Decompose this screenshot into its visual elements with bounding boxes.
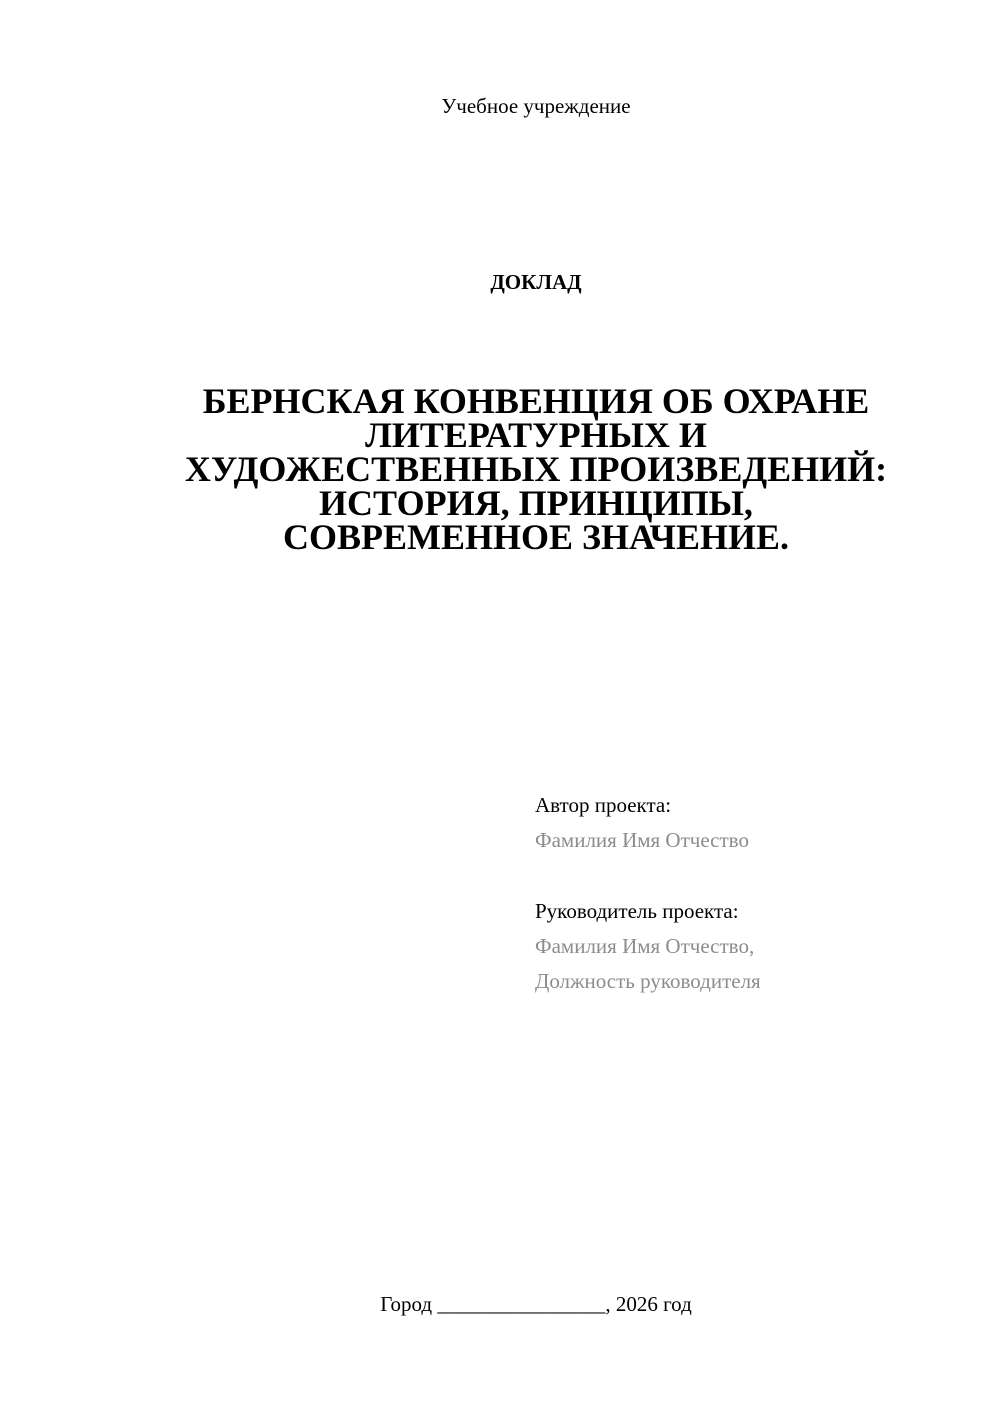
title-line: ИСТОРИЯ, ПРИНЦИПЫ, [319,483,753,523]
supervisor-label: Руководитель проекта: [535,899,739,923]
title-line: ХУДОЖЕСТВЕННЫХ ПРОИЗВЕДЕНИЙ: [184,449,888,489]
title-line: ЛИТЕРАТУРНЫХ И [365,415,707,455]
supervisor-name: Фамилия Имя Отчество, [535,934,755,958]
author-name: Фамилия Имя Отчество [535,828,749,852]
spacer [535,858,955,894]
institution-name: Учебное учреждение [441,94,631,118]
supervisor-position: Должность руководителя [535,969,761,993]
author-label: Автор проекта: [535,793,672,817]
document-type: ДОКЛАД [490,270,582,294]
project-info [535,788,955,999]
title-line: БЕРНСКАЯ КОНВЕНЦИЯ ОБ ОХРАНЕ [202,381,870,421]
title-line: СОВРЕМЕННОЕ ЗНАЧЕНИЕ. [282,517,789,557]
city-year-line: Город ________________, 2026 год [380,1292,692,1316]
document-title [110,381,962,557]
